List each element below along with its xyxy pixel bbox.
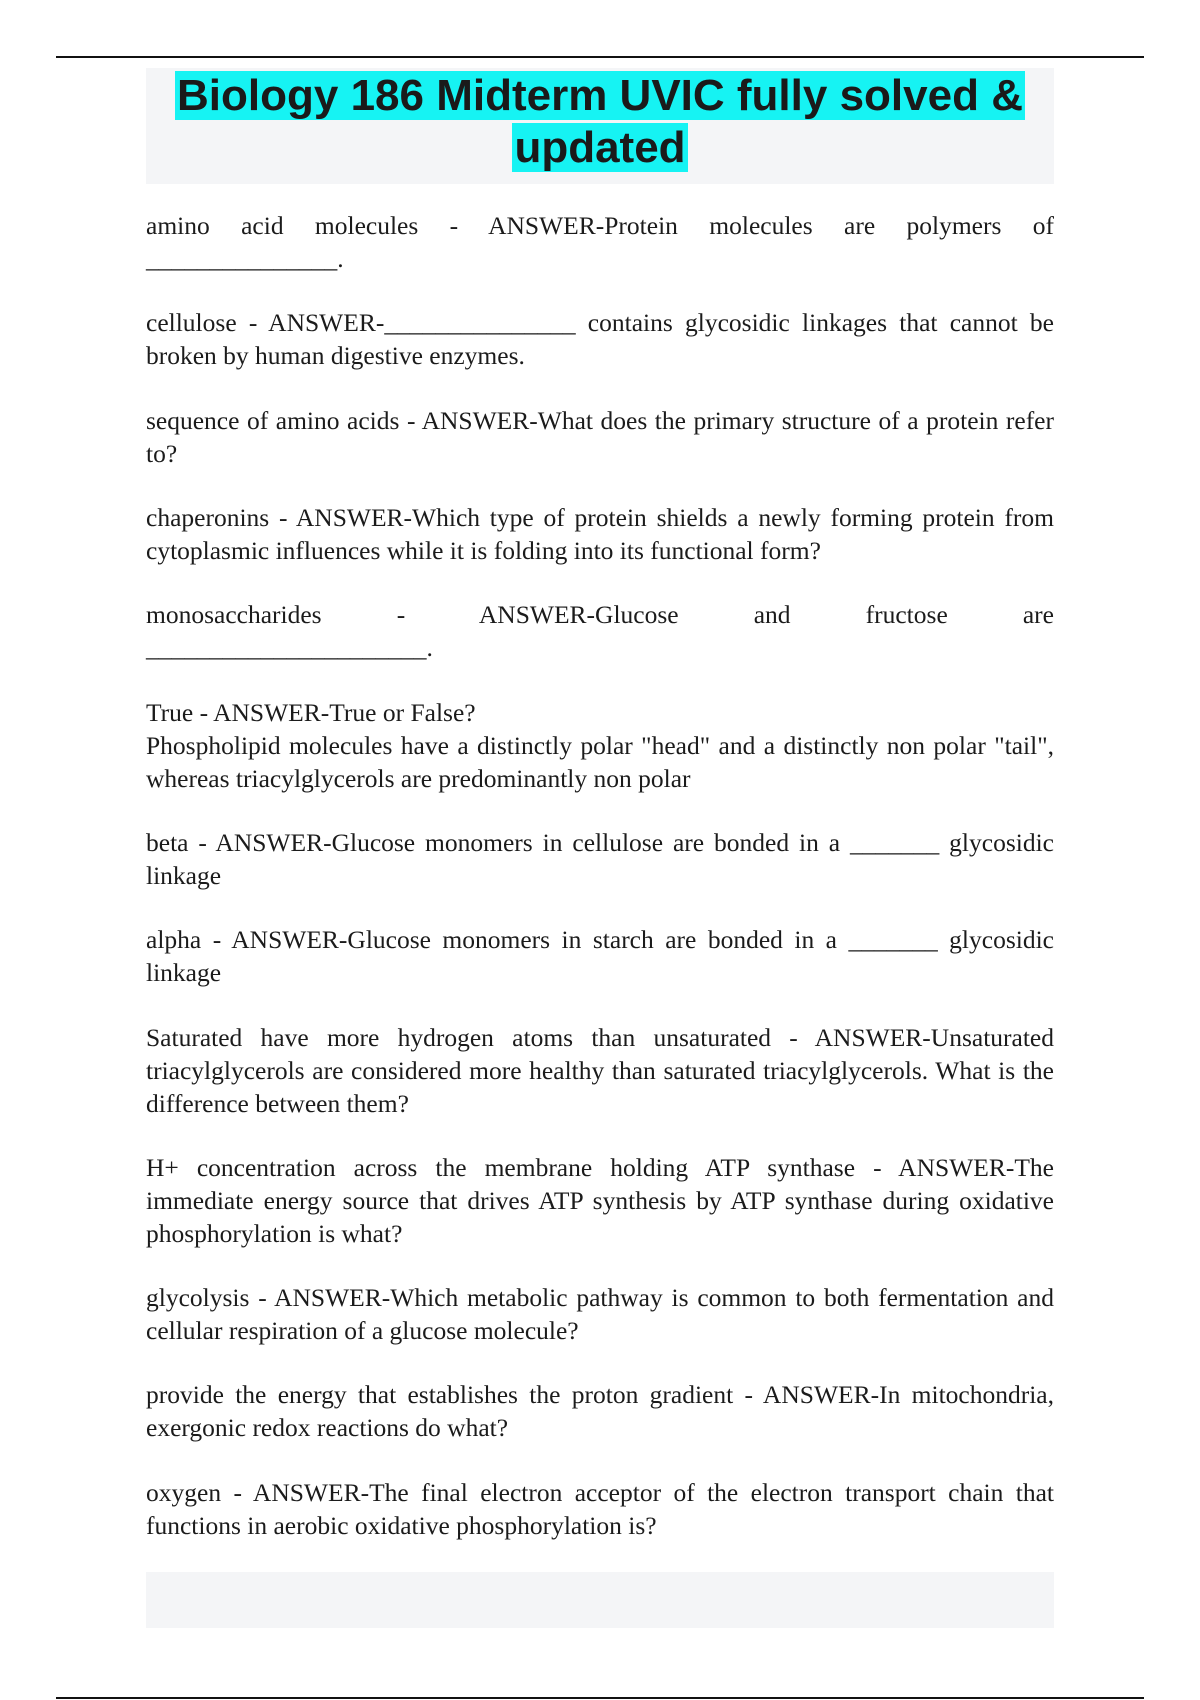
qa-item-9: Saturated have more hydrogen atoms than unsaturated - ANSWER-Unsaturated triacylglycerols are considered more healthy than saturated triacylglycerols. What is the difference between them? — [146, 1023, 1054, 1118]
qa-item-7: beta - ANSWER-Glucose monomers in cellulose are bonded in a _______ glycosidic linkage — [146, 828, 1054, 890]
qa-item-13: oxygen - ANSWER-The final electron acceptor of the electron transport chain that functions in aerobic oxidative phosphorylation is? — [146, 1478, 1054, 1540]
top-rule — [56, 56, 1144, 58]
qa-item-5: monosaccharides - ANSWER-Glucose and fructose are — [146, 600, 1054, 629]
qa-item-6-statement: Phospholipid molecules have a distinctly polar "head" and a distinctly non polar "tail", whereas triacylglycerols are predominantly non polar — [146, 731, 1054, 793]
footer-band — [146, 1572, 1054, 1628]
title-highlight: Biology 186 Midterm UVIC fully solved & updated — [177, 71, 1023, 172]
qa-item-4: chaperonins - ANSWER-Which type of protein shields a newly forming protein from cytoplasmic influences while it is folding into its functional form? — [146, 503, 1054, 565]
qa-item-1-blank: _______________. — [146, 244, 344, 273]
qa-item-2: cellulose - ANSWER-_______________ contains glycosidic linkages that cannot be broken by human digestive enzymes. — [146, 308, 1054, 370]
qa-item-11: glycolysis - ANSWER-Which metabolic pathway is common to both fermentation and cellular respiration of a glucose molecule? — [146, 1283, 1054, 1345]
qa-item-6: True - ANSWER-True or False? — [146, 698, 476, 727]
qa-item-12: provide the energy that establishes the proton gradient - ANSWER-In mitochondria, exergonic redox reactions do what? — [146, 1380, 1054, 1442]
qa-item-3: sequence of amino acids - ANSWER-What does the primary structure of a protein refer to? — [146, 406, 1054, 468]
qa-item-8: alpha - ANSWER-Glucose monomers in starch are bonded in a _______ glycosidic linkage — [146, 925, 1054, 987]
bottom-rule — [56, 1697, 1144, 1699]
qa-item-10: H+ concentration across the membrane holding ATP synthase - ANSWER-The immediate energy source that drives ATP synthesis by ATP synthase during oxidative phosphorylation is what? — [146, 1153, 1054, 1248]
qa-item-1: amino acid molecules - ANSWER-Protein molecules are polymers of — [146, 211, 1054, 240]
qa-item-5-blank: ______________________. — [146, 633, 433, 662]
document-title — [146, 70, 1054, 174]
